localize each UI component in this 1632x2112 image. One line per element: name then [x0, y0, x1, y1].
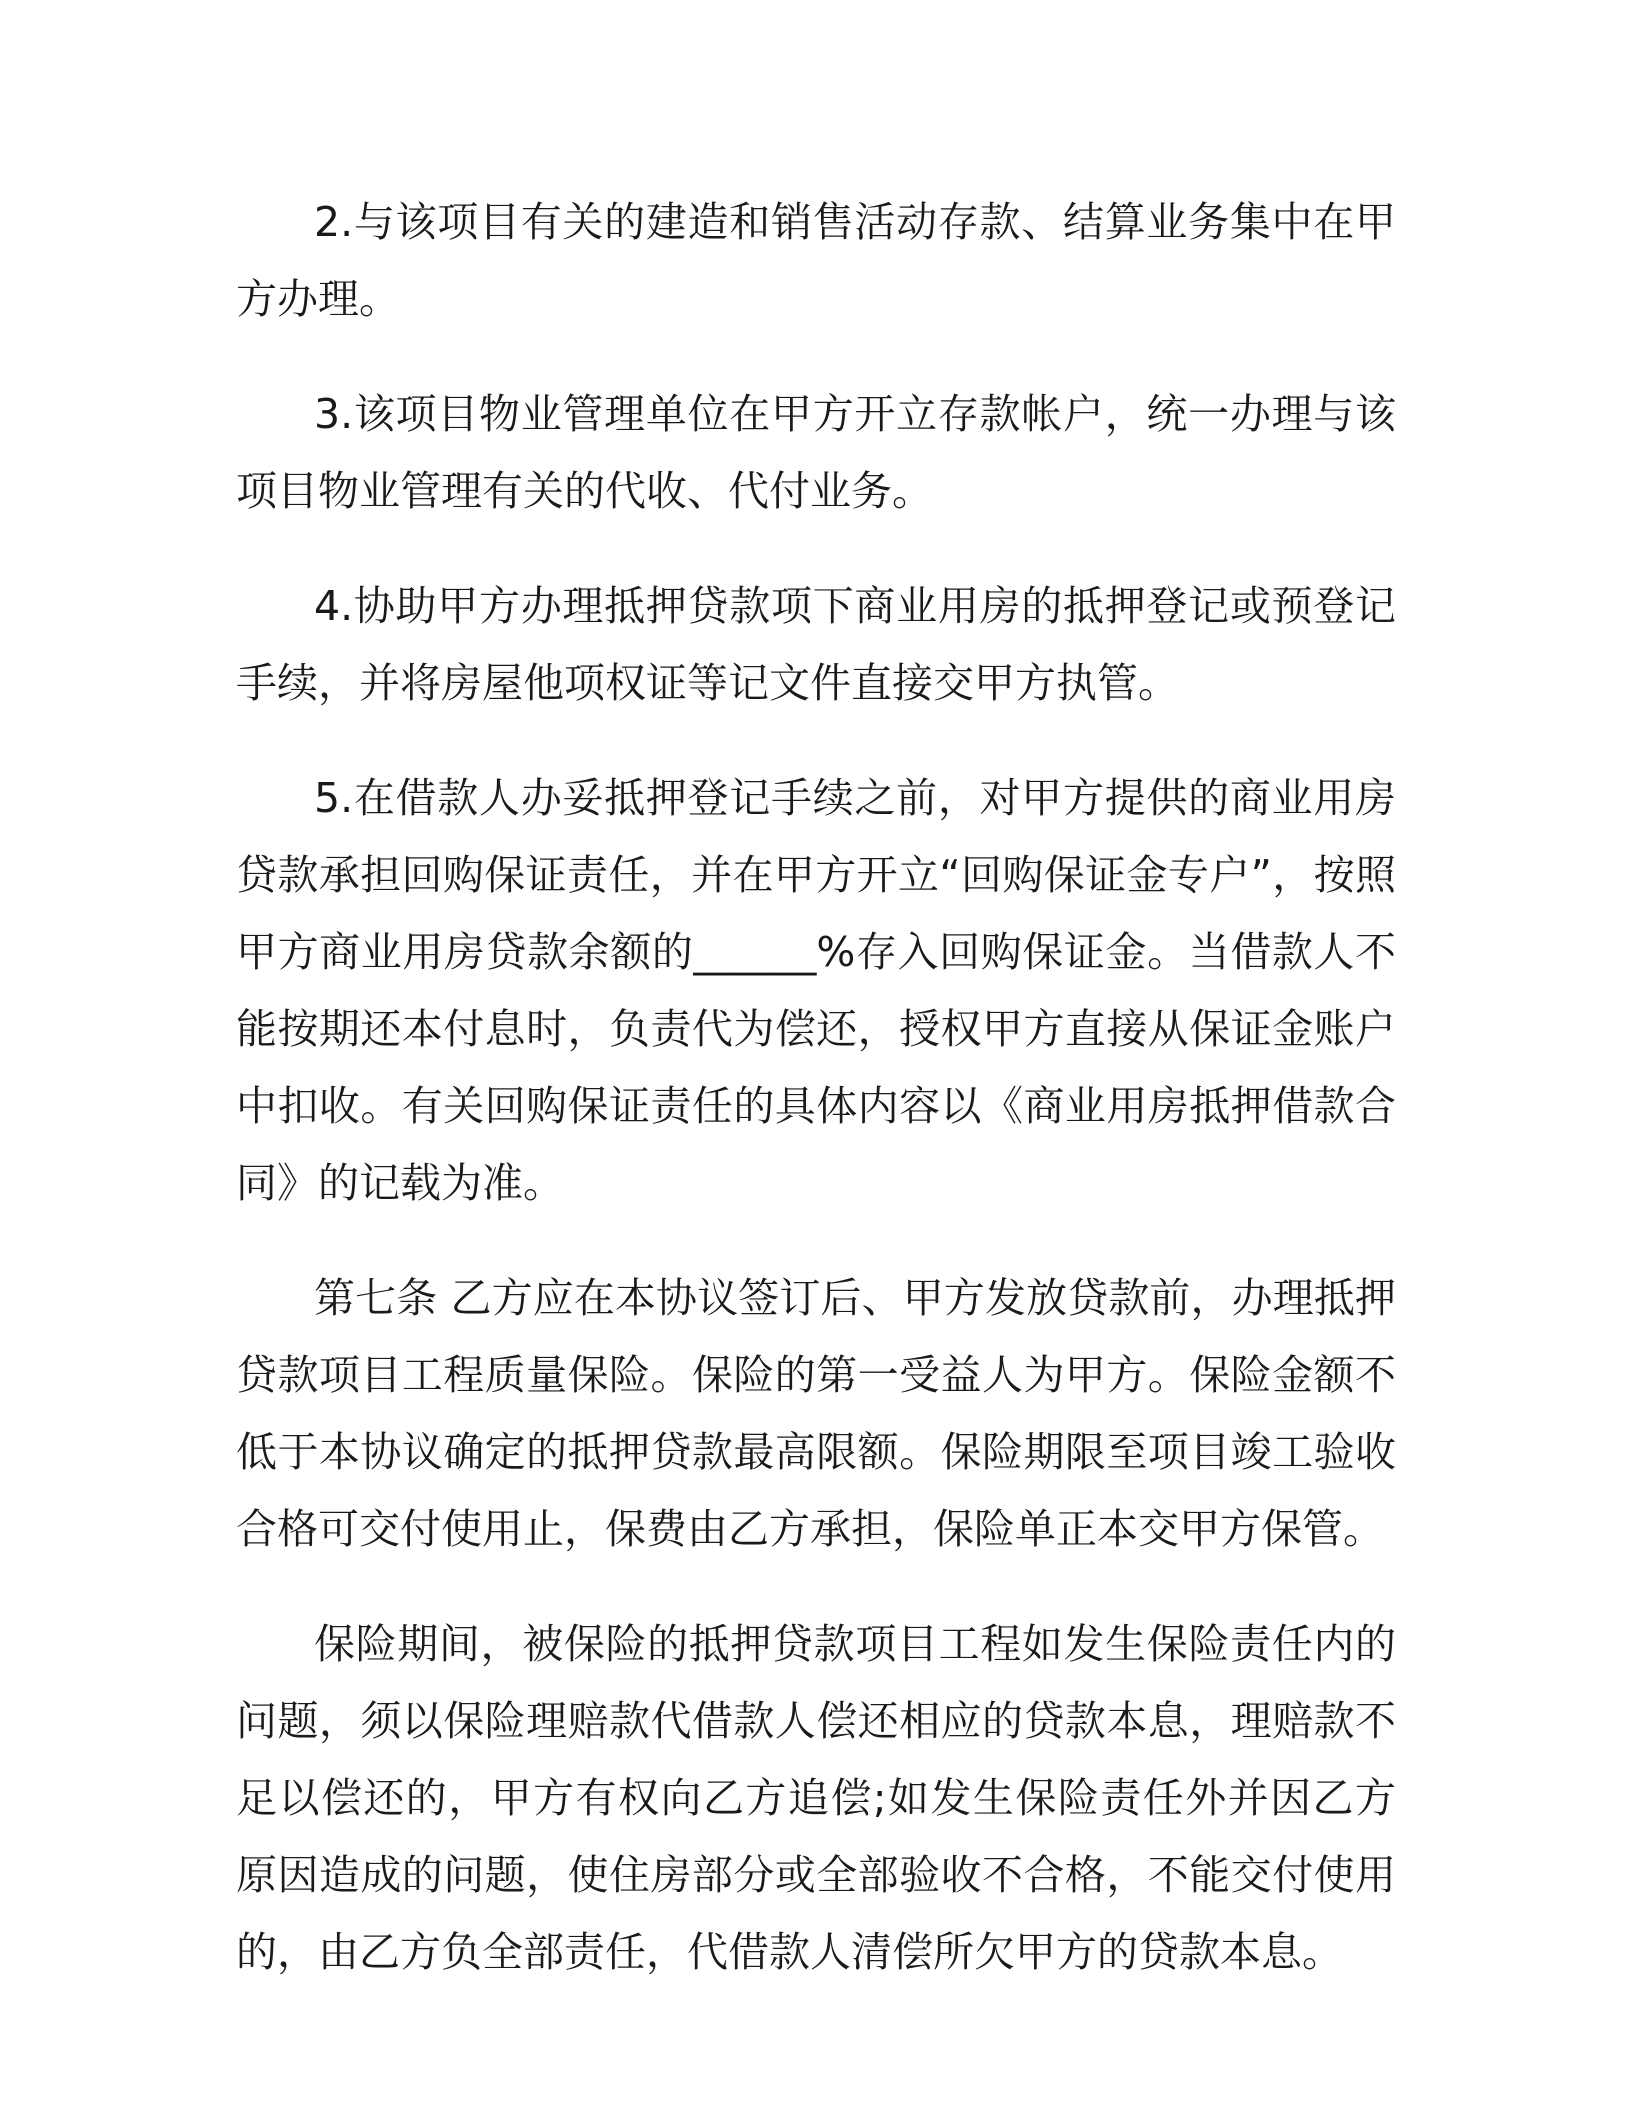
paragraph-clause-4: 4.协助甲方办理抵押贷款项下商业用房的抵押登记或预登记手续，并将房屋他项权证等记文件直接交甲方执管。: [236, 582, 1396, 707]
paragraph-clause-5: 5.在借款人办妥抵押登记手续之前，对甲方提供的商业用房贷款承担回购保证责任，并在甲方开立“回购保证金专户”，按照甲方商业用房贷款余额的______%存入回购保证金。当借款人不能按期还本付息时，负责代为偿还，授权甲方直接从保证金账户中扣收。有关回购保证责任的具体内容以《商业用房抵押借款合同》的记载为准。: [236, 774, 1396, 1207]
paragraph-article-7: 第七条 乙方应在本协议签订后、甲方发放贷款前，办理抵押贷款项目工程质量保险。保险的第一受益人为甲方。保险金额不低于本协议确定的抵押贷款最高限额。保险期限至项目竣工验收合格可交付使用止，保费由乙方承担，保险单正本交甲方保管。: [236, 1274, 1396, 1553]
paragraph-insurance-period: 保险期间，被保险的抵押贷款项目工程如发生保险责任内的问题，须以保险理赔款代借款人偿还相应的贷款本息，理赔款不足以偿还的，甲方有权向乙方追偿;如发生保险责任外并因乙方原因造成的问题，使住房部分或全部验收不合格，不能交付使用的，由乙方负全部责任，代借款人清偿所欠甲方的贷款本息。: [236, 1620, 1396, 1976]
paragraph-clause-3: 3.该项目物业管理单位在甲方开立存款帐户，统一办理与该项目物业管理有关的代收、代付业务。: [236, 390, 1396, 515]
document-body: [236, 184, 1396, 2029]
paragraph-clause-2: 2.与该项目有关的建造和销售活动存款、结算业务集中在甲方办理。: [236, 198, 1396, 323]
